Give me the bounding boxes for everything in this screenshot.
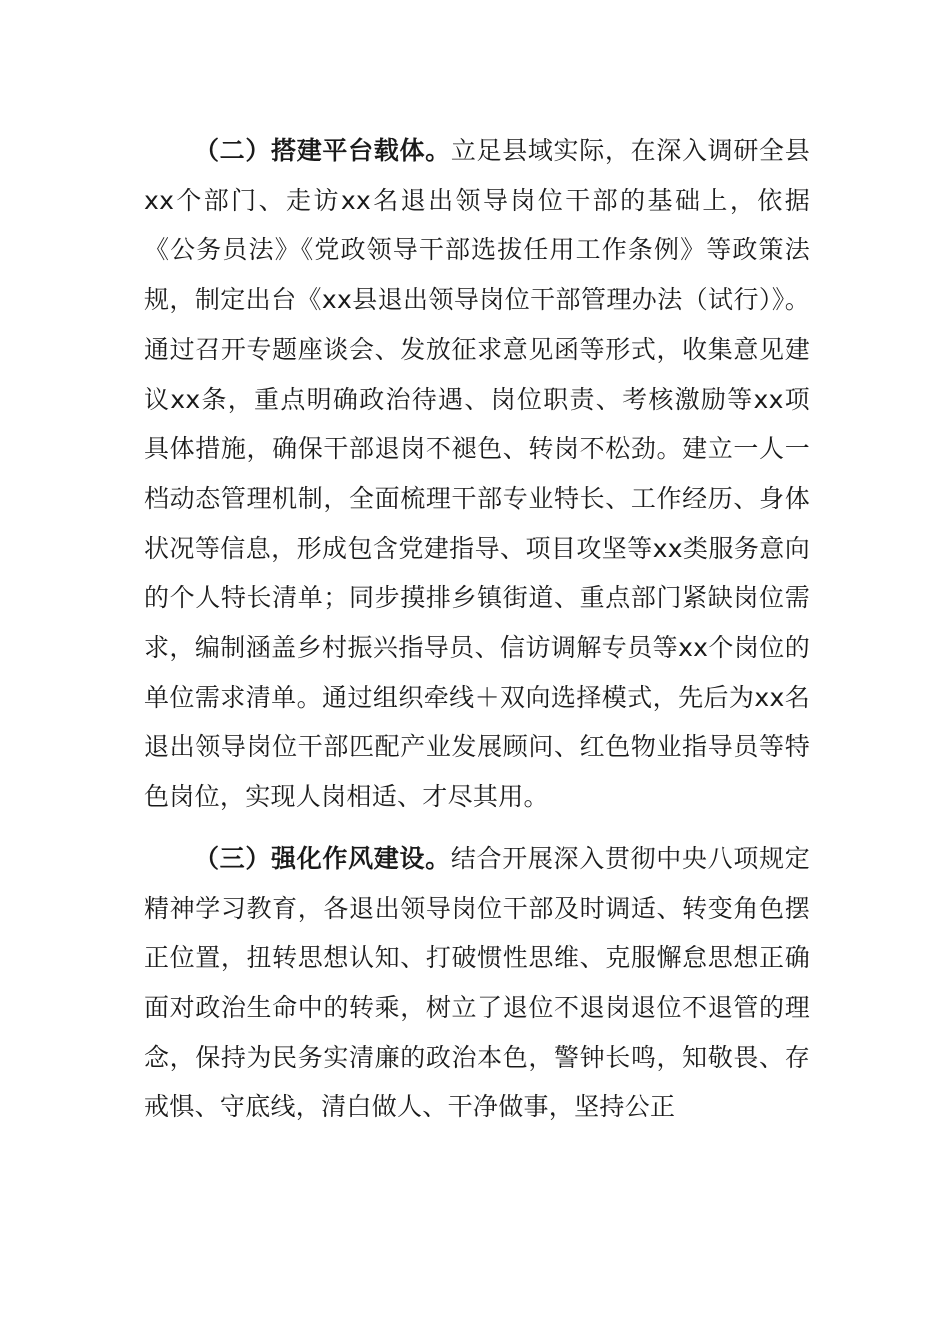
- document-body: [144, 126, 810, 1132]
- paragraph-heading: （三）强化作风建设。: [194, 843, 451, 873]
- paragraph-heading: （二）搭建平台载体。: [194, 136, 451, 165]
- paragraph-conduct: [144, 834, 810, 1132]
- paragraph-text: 结合开展深入贯彻中央八项规定精神学习教育，各退出领导岗位干部及时调适、转变角色摆正位置，扭转思想认知、打破惯性思维、克服懈怠思想正确面对政治生命中的转乘，树立了退位不退岗退位不退管的理念，保持为民务实清廉的政治本色，警钟长鸣，知敬畏、存戒惧、守底线，清白做人、干净做事，坚持公正: [144, 843, 810, 1122]
- paragraph-platform: [144, 126, 810, 822]
- paragraph-text: 立足县域实际，在深入调研全县xx个部门、走访xx名退出领导岗位干部的基础上，依据《公务员法》《党政领导干部选拔任用工作条例》等政策法规，制定出台《xx县退出领导岗位干部管理办法（试行）》。通过召开专题座谈会、发放征求意见函等形式，收集意见建议xx条，重点明确政治待遇、岗位职责、考核激励等xx项具体措施，确保干部退岗不褪色、转岗不松劲。建立一人一档动态管理机制，全面梳理干部专业特长、工作经历、身体状况等信息，形成包含党建指导、项目攻坚等xx类服务意向的个人特长清单；同步摸排乡镇街道、重点部门紧缺岗位需求，编制涵盖乡村振兴指导员、信访调解专员等xx个岗位的单位需求清单。通过组织牵线＋双向选择模式，先后为xx名退出领导岗位干部匹配产业发展顾问、红色物业指导员等特色岗位，实现人岗相适、才尽其用。: [144, 136, 810, 812]
